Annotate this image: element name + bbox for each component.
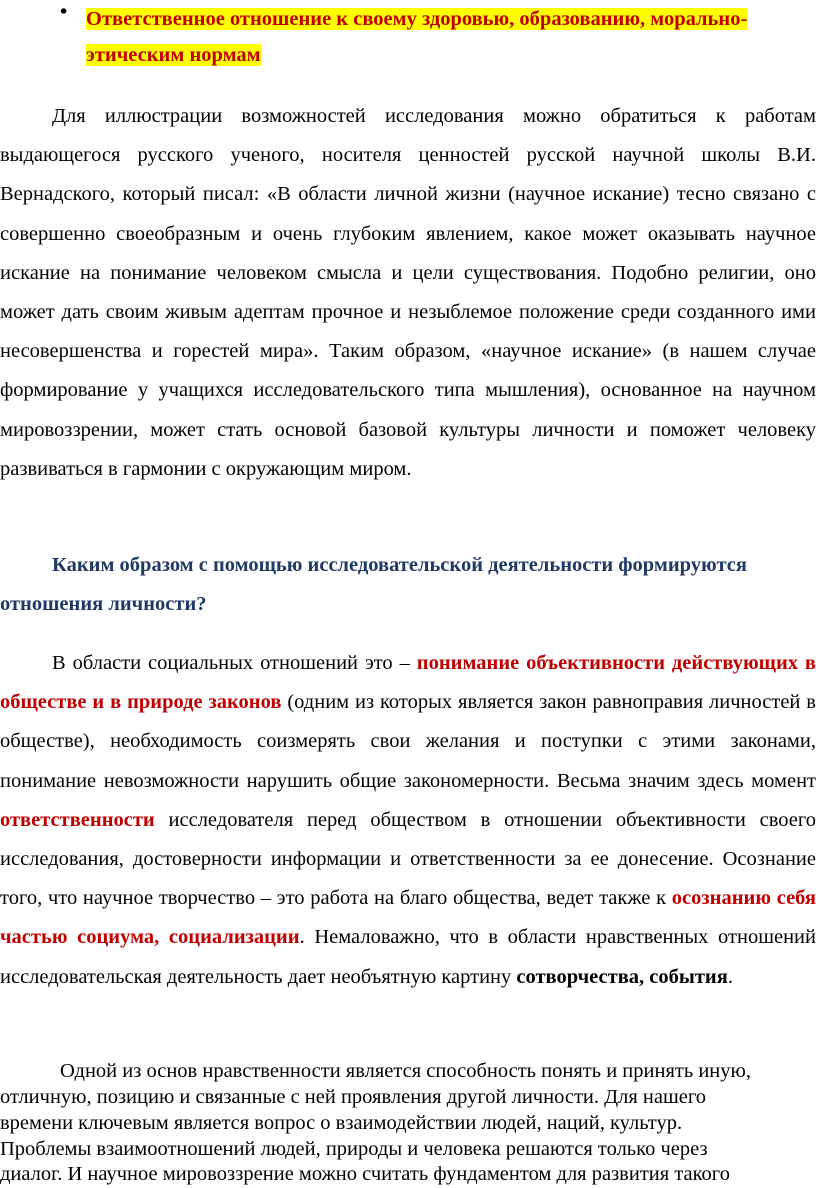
emphasis-cocreation: сотворчества, события xyxy=(516,965,728,988)
paragraph-vernadsky xyxy=(0,97,816,489)
section-heading-text: Каким образом с помощью исследовательской деятельности формируются отношения личности? xyxy=(0,554,747,615)
paragraph-social-relations xyxy=(0,644,816,997)
bullet-dot-icon: • xyxy=(60,1,68,23)
bullet-line-2 xyxy=(86,37,261,73)
highlight-laws: понимание объективности действующих в обществе и в природе законов xyxy=(0,652,816,714)
paragraph-vernadsky-text: Для иллюстрации возможностей исследования можно обратиться к работам выдающегося русского ученого, носителя ценностей русской научной школы В.И. Вернадского, который писал: «В области личной жизни (научное искание) тесно связано с совершенно своеобразным и очень глубоким явлением, какое может оказывать научное искание на понимание человеком смысла и цели существования. Подобно религии, оно может дать своим живым адептам прочное и незыблемое положение среди созданного ими несовершенства и горестей мира». Таким образом, «научное искание» (в нашем случае формирование у учащихся исследовательского типа мышления), основанное на научном мировоззрении, может стать основой базовой культуры личности и поможет человеку развиваться в гармонии с окружающим миром. xyxy=(0,105,816,480)
morality-line-5: диалог. И научное мировоззрение можно считать фундаментом для развития такого xyxy=(0,1163,730,1185)
bullet-text-line-2: этическим нормам xyxy=(86,44,261,66)
morality-line-2: отличную, позицию и связанные с ней проявления другой личности. Для нашего xyxy=(0,1086,706,1108)
morality-line-4: Проблемы взаимоотношений людей, природы и человека решаются только через xyxy=(0,1138,708,1160)
bullet-line-1 xyxy=(86,1,747,37)
morality-line-3: времени ключевым является вопрос о взаимодействии людей, наций, культур. xyxy=(0,1112,683,1134)
highlight-socialization: осознанию себя частью социума, социализации xyxy=(0,887,816,949)
morality-line-1: Одной из основ нравственности является способность понять и принять иную, xyxy=(60,1060,751,1082)
highlight-responsibility: ответственности xyxy=(0,808,155,831)
paragraph-social-relations-text: В области социальных отношений это – понимание объективности действующих в обществе и в природе законов (одним из которых является закон равноправия личностей в обществе), необходимость соизмерять свои желания и поступки с этими законами, понимание невозможности нарушить общие закономерности. Весьма значим здесь момент ответственности исследователя перед обществом в отношении объективности своего исследования, достоверности информации и ответственности за ее донесение. Осознание того, что научное творчество – это работа на благо общества, ведет также к осознанию себя частью социума, социализации. Немаловажно, что в области нравственных отношений исследовательская деятельность дает необъятную картину сотворчества, события. xyxy=(0,652,816,988)
bullet-text-line-1: Ответственное отношение к своему здоровью, образованию, морально- xyxy=(86,8,748,30)
section-heading xyxy=(0,546,816,624)
